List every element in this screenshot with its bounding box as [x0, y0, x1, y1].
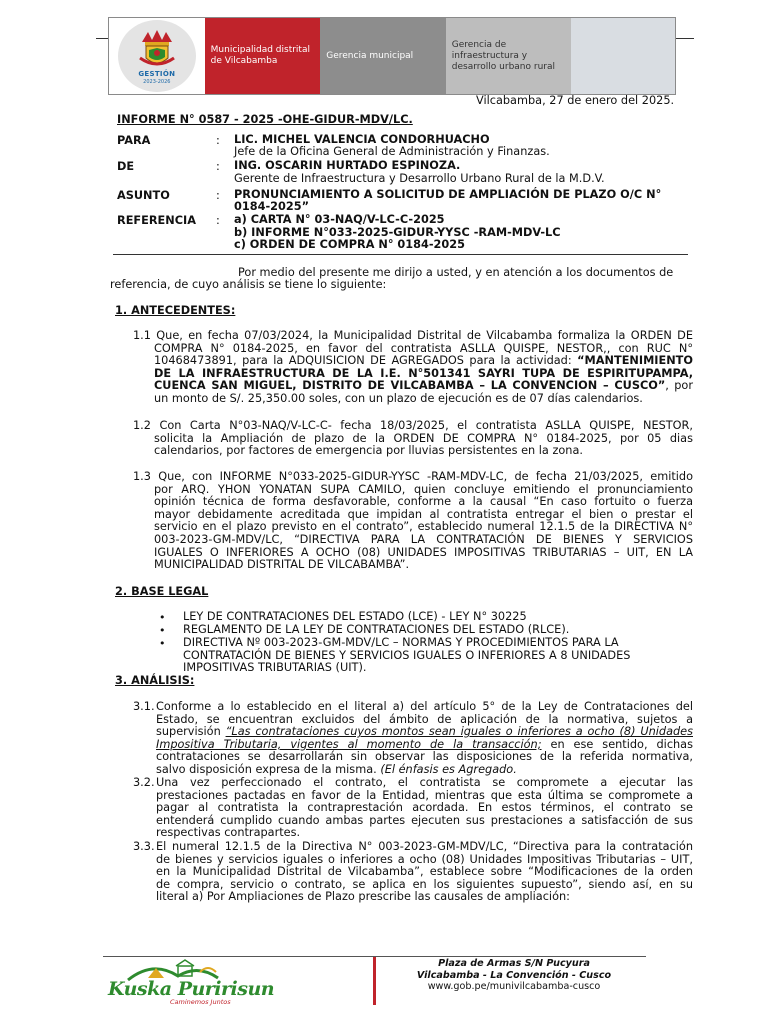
asunto-line-1: PRONUNCIAMIENTO A SOLICITUD DE AMPLIACIÓN DE PLAZO O/C N° — [234, 188, 662, 201]
de-name: ING. OSCARIN HURTADO ESPINOZA. — [234, 159, 461, 172]
p31-span: salvo disposición expresa de la misma. — [156, 762, 381, 776]
p13-line: mayor debidamente acreditada que impidan al contratista entregar el bien o prestar el — [154, 507, 693, 521]
p33-line: en la Municipalidad Distrital de Vilcabamba”, establece sobre “Modificaciones de la orden — [156, 865, 693, 879]
ref-c: c) ORDEN DE COMPRA N° 0184-2025 — [234, 238, 466, 251]
asunto-label: ASUNTO — [117, 189, 170, 202]
logo-years-text: 2023-2026 — [143, 79, 171, 85]
p11-line — [154, 355, 693, 368]
p31-quote-span: “Las contrataciones cuyos montos sean iguales o inferiores a ocho (8) Unidades — [225, 725, 693, 739]
p32-line: respectivas contrapartes. — [156, 826, 301, 840]
de-label: DE — [117, 160, 135, 173]
report-number: INFORME N° 0587 - 2025 -OHE-GIDUR-MDV/LC. — [117, 113, 413, 126]
p32-line: prestaciones pactadas en favor de la Entidad, mientras que esta última se compromete a — [156, 788, 693, 802]
asunto-colon: : — [216, 189, 220, 202]
footer-brand-logo — [108, 958, 278, 1008]
legal-item-3-line: CONTRATACIÓN DE BIENES Y SERVICIOS IGUALES O INFERIORES A 8 UNIDADES — [183, 648, 631, 662]
p33-line: El numeral 12.1.5 de la Directiva N° 003-2023-GM-MDV/LC, “Directiva para la contratación — [156, 840, 693, 853]
header-rule-left — [96, 38, 108, 39]
p31-line: Estado, se encuentran excluidos del ámbito de aplicación de la normativa, sujetos a — [156, 712, 693, 726]
para-1-3 — [133, 471, 693, 572]
legal-item-3-line: IMPOSITIVAS TRIBUTARIAS (UIT). — [183, 661, 367, 675]
bullet-icon: • — [159, 624, 166, 637]
letterhead — [108, 17, 676, 95]
footer-tagline: Caminemos Juntos — [170, 998, 231, 1006]
meta-divider — [113, 254, 688, 255]
footer-address-2: Vilcabamba - La Convención - Cusco — [416, 970, 612, 981]
intro-line-1: Por medio del presente me dirijo a usted, y en atención a los documentos de — [238, 266, 674, 279]
p31-span: supervisión — [156, 725, 226, 739]
header-cell-blank — [571, 18, 675, 94]
logo-gestion-text: GESTIÓN — [138, 70, 176, 78]
p13-line: opinión técnica de forma desfavorable, conforme a la causal “En caso fortuito o fuerza — [154, 495, 693, 509]
p13-line: 003-2023-GM-MDV/LC, “DIRECTIVA PARA LA CONTRATACIÓN DE BIENES Y SERVICIOS — [154, 532, 693, 546]
p11-span: , por — [665, 379, 693, 393]
footer-address-1: Plaza de Armas S/N Pucyura — [438, 958, 590, 969]
legal-item-3-line: DIRECTIVA Nº 003-2023-GM-MDV/LC – NORMAS Y PROCEDIMIENTOS PARA LA — [183, 636, 619, 649]
p12-line: calendarios, por factores de emergencia por lluvias persistentes en la zona. — [154, 444, 583, 458]
para-name: LIC. MICHEL VALENCIA CONDORHUACHO — [234, 133, 490, 146]
p11-line: DE LA INFRAESTRUCTURA DE LA I.E. N°501341 SAYRI TUPA DE ESPIRITUPAMPA, — [154, 366, 693, 380]
p11-span: 10468473891, para la ADQUISICION DE AGREGADOS para la actividad: — [154, 354, 578, 368]
referencia-colon: : — [216, 214, 220, 227]
p31-span: en ese sentido, dichas — [541, 737, 693, 751]
p13-line: IGUALES O INFERIORES A OCHO (08) UNIDADES IMPOSITIVAS TRIBUTARIAS – UIT, EN LA — [154, 545, 693, 559]
section-3-title: 3. ANÁLISIS: — [115, 674, 195, 687]
legal-item-3 — [183, 637, 630, 675]
p31-emphasis-span: (El énfasis es Agregado. — [380, 762, 517, 776]
p13-line: servicio en el plazo previsto en el contrato”, establecido numeral 12.1.5 de la DIRECTIVA N° — [154, 520, 693, 534]
p32-line: entenderá cumplido cuando ambas partes ejecuten sus prestaciones a satisfacción de sus — [156, 813, 693, 827]
p13-line: por ARQ. YHON YONATAN SUPA CAMILO, quien concluye emitiendo el pronunciamiento — [154, 482, 693, 496]
header-cell-infra: Gerencia de infraestructura y desarrollo urbano rural — [446, 18, 572, 94]
p11-line: COMPRA N° 0184-2025, en favor del contratista ASLLA QUISPE, NESTOR,, con RUC N° — [154, 341, 693, 355]
para-1-2 — [133, 420, 693, 458]
para-1-1 — [133, 330, 693, 406]
para-label: PARA — [117, 134, 151, 147]
p13-line: 1.3 Que, con INFORME N°033-2025-GIDUR-YYSC -RAM-MDV-LC, de fecha 21/03/2025, emitido — [133, 470, 693, 483]
para-3-3 — [156, 841, 693, 904]
municipal-logo — [118, 20, 196, 92]
footer-website: www.gob.pe/munivilcabamba-cusco — [427, 981, 601, 992]
section-1-title: 1. ANTECEDENTES: — [115, 304, 236, 317]
date-line: Vilcabamba, 27 de enero del 2025. — [476, 94, 675, 107]
footer-brand-name: Kuska Puririsun — [108, 978, 275, 1000]
bullet-icon: • — [159, 611, 166, 624]
legal-item-1: LEY DE CONTRATACIONES DEL ESTADO (LCE) - LEY N° 30225 — [183, 610, 527, 623]
p31-line: contrataciones se desarrollarán sin observar las disposiciones de la referida normativa, — [156, 750, 693, 764]
intro-line-2: referencia, de cuyo análisis se tiene lo siguiente: — [110, 278, 387, 291]
section-2-title: 2. BASE LEGAL — [115, 585, 209, 598]
legal-item-2: REGLAMENTO DE LA LEY DE CONTRATACIONES DEL ESTADO (RLCE). — [183, 623, 570, 636]
p31-line — [156, 764, 693, 777]
p33-number: 3.3. — [133, 840, 155, 853]
logo-cell — [109, 18, 205, 94]
ref-a: a) CARTA N° 03-NAQ/V-LC-C-2025 — [234, 213, 445, 226]
header-rule-right — [676, 38, 694, 39]
p12-line: solicita la Ampliación de plazo de la ORDEN DE COMPRA N° 0184-2025, por 05 dias — [154, 431, 693, 445]
asunto-line-2: 0184-2025” — [234, 200, 309, 213]
p11-line: 1.1 Que, en fecha 07/03/2024, la Municipalidad Distrital de Vilcabamba formaliza la ORDEN DE — [133, 329, 693, 342]
p33-line: de compra, servicio o contrato, se aplica en los siguientes supuesto”, siendo así, en su — [156, 877, 693, 891]
p11-line: un monto de S/. 25,350.00 soles, con un plazo de ejecución es de 07 días calendarios. — [154, 391, 643, 405]
header-cell-municipality: Municipalidad distrital de Vilcabamba — [205, 18, 321, 94]
para-3-2 — [156, 777, 693, 840]
ref-b: b) INFORME N°033-2025-GIDUR-YYSC -RAM-MDV-LC — [234, 226, 561, 239]
de-colon: : — [216, 160, 220, 173]
referencia-label: REFERENCIA — [117, 214, 196, 227]
p32-line: Una vez perfeccionado el contrato, el contratista se compromete a ejecutar las — [156, 776, 693, 789]
p32-number: 3.2. — [133, 776, 155, 789]
header-cell-gerencia: Gerencia municipal — [320, 18, 446, 94]
p31-line: Conforme a lo establecido en el literal a) del artículo 5° de la Ley de Contrataciones del — [156, 700, 693, 713]
p31-quote-span: Impositiva Tributaria, vigentes al momento de la transacción; — [156, 737, 542, 751]
p32-line: pagar al contratista la contraprestación acordada. En estos términos, el contrato se — [156, 801, 693, 815]
p13-line: MUNICIPALIDAD DISTRITAL DE VILCABAMBA”. — [154, 558, 410, 572]
footer-red-bar — [373, 957, 376, 1005]
p33-line: literal a) Por Ampliaciones de Plazo prescribe las causales de ampliación: — [156, 890, 570, 904]
para-role: Jefe de la Oficina General de Administración y Finanzas. — [234, 145, 550, 158]
bullet-icon: • — [159, 637, 166, 650]
para-3-1 — [156, 701, 693, 777]
p11-bold-span: CUENCA SAN MIGUEL, DISTRITO DE VILCABAMBA – LA CONVENCION – CUSCO” — [154, 379, 666, 393]
municipal-seal-icon — [138, 28, 176, 68]
p12-line: 1.2 Con Carta N°03-NAQ/V-LC-C- fecha 18/03/2025, el contratista ASLLA QUISPE, NESTOR, — [133, 419, 693, 432]
p33-line: de bienes y servicios iguales o inferiores a ocho (08) Unidades Impositivas Tributarias – UIT, — [156, 852, 693, 866]
de-role: Gerente de Infraestructura y Desarrollo Urbano Rural de la M.D.V. — [234, 172, 605, 185]
p31-number: 3.1. — [133, 700, 155, 713]
p11-bold-span: “MANTENIMIENTO — [577, 354, 693, 368]
para-colon: : — [216, 134, 220, 147]
